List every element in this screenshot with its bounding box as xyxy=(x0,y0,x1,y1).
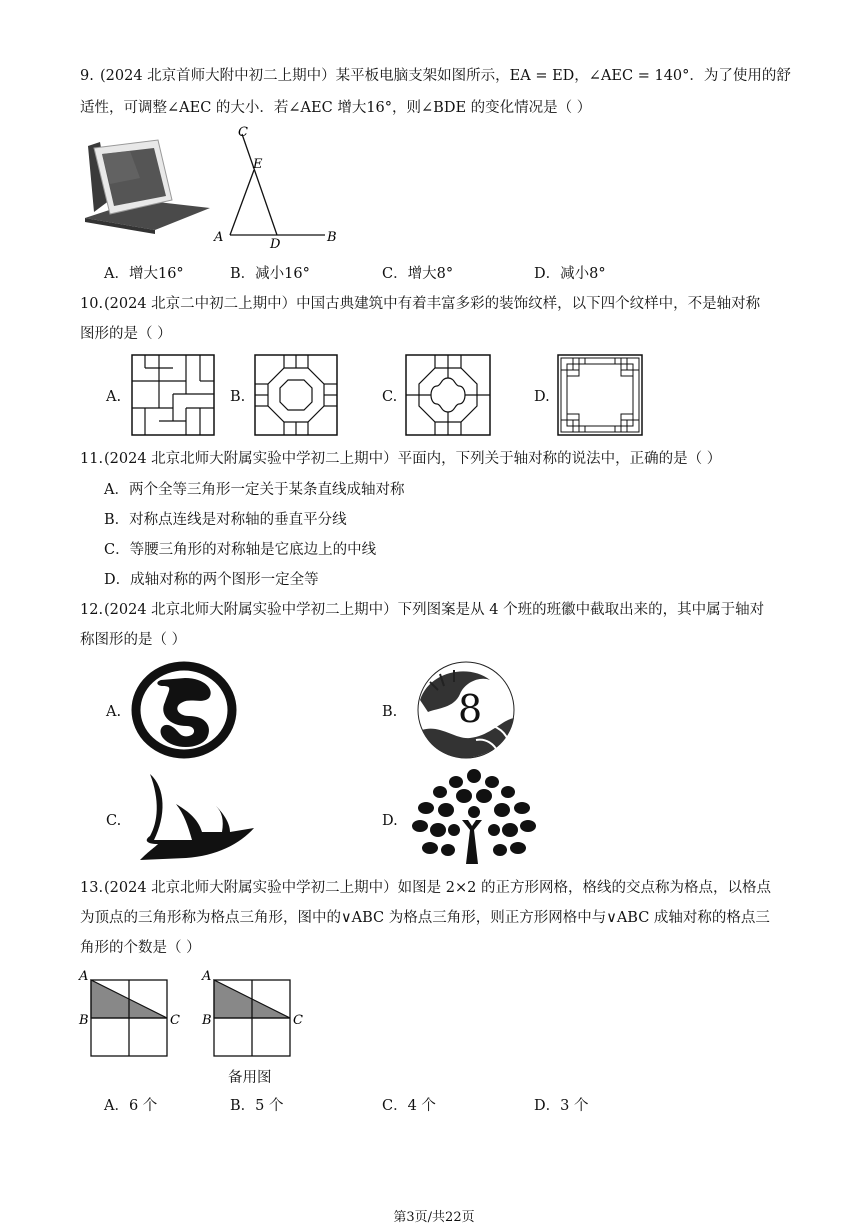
grid-label-C: C xyxy=(170,1013,180,1028)
q13-option-c[interactable]: C．4 个 xyxy=(382,1098,436,1114)
q9-stem-line2: 适性，可调整∠AEC 的大小．若∠AEC 增大16°，则∠BDE 的变化情况是（ ） xyxy=(80,100,592,116)
sailboat-emblem-image[interactable] xyxy=(136,770,256,864)
q13-stem-line1: (2024 北京北师大附属实验中学初二上期中）如图是 2×2 的正方形网格，格线的交点称为格点，以格点 xyxy=(104,880,771,896)
q13-option-b[interactable]: B．5 个 xyxy=(230,1098,284,1114)
q9-number: 9. xyxy=(80,68,94,84)
q9-option-a[interactable]: A．增大16° xyxy=(104,266,184,282)
grid-figure xyxy=(76,968,186,1060)
q11-option-a[interactable]: A．两个全等三角形一定关于某条直线成轴对称 xyxy=(104,482,405,498)
q10-stem-line1: (2024 北京二中初二上期中）中国古典建筑中有着丰富多彩的装饰纹样，以下四个纹样中，不是轴对称 xyxy=(104,296,761,312)
q11-option-b[interactable]: B．对称点连线是对称轴的垂直平分线 xyxy=(104,512,347,528)
grid-label-B: B xyxy=(79,1013,89,1028)
pattern-c-image[interactable] xyxy=(405,354,491,436)
q13-option-d[interactable]: D．3 个 xyxy=(534,1098,589,1114)
label-D: D xyxy=(270,237,281,252)
spare-grid-label-B: B xyxy=(202,1013,212,1028)
q9-option-c[interactable]: C．增大8° xyxy=(382,266,454,282)
q12-option-a[interactable]: A. xyxy=(106,704,122,720)
q12-number: 12. xyxy=(80,602,104,618)
q10-stem-line2: 图形的是（ ） xyxy=(80,326,172,342)
spare-grid-caption: 备用图 xyxy=(228,1070,272,1086)
eight-glyph: 8 xyxy=(458,687,483,731)
q9-option-b[interactable]: B．减小16° xyxy=(230,266,310,282)
q12-option-d[interactable]: D. xyxy=(382,813,398,829)
pattern-b-image[interactable] xyxy=(254,354,338,436)
q10-number: 10. xyxy=(80,296,104,312)
label-A: A xyxy=(214,230,224,245)
q10-option-c[interactable]: C. xyxy=(382,389,398,405)
spare-grid-label-C: C xyxy=(293,1013,303,1028)
page-footer: 第3页/共22页 xyxy=(393,1210,475,1225)
q9-geometry-diagram xyxy=(210,124,340,254)
q10-option-b[interactable]: B. xyxy=(230,389,246,405)
label-C: C xyxy=(238,125,248,140)
tree-emblem-image[interactable] xyxy=(410,768,538,866)
pattern-d-image[interactable] xyxy=(557,354,643,436)
q11-number: 11. xyxy=(80,451,104,467)
spare-grid-label-A: A xyxy=(202,969,212,984)
pattern-a-image[interactable] xyxy=(131,354,215,436)
q12-option-c[interactable]: C. xyxy=(106,813,122,829)
q13-option-a[interactable]: A．6 个 xyxy=(104,1098,158,1114)
q13-number: 13. xyxy=(80,880,104,896)
q13-stem-line3: 角形的个数是（ ） xyxy=(80,940,201,956)
dragon-circle-emblem-image[interactable] xyxy=(410,660,522,760)
tablet-stand-photo xyxy=(80,138,212,234)
label-E: E xyxy=(253,157,263,172)
q9-stem-line1: (2024 北京首师大附中初二上期中）某平板电脑支架如图所示，EA = ED，∠AEC = 140°．为了使用的舒 xyxy=(100,68,791,84)
spare-grid-figure xyxy=(199,968,309,1060)
q9-option-d[interactable]: D．减小8° xyxy=(534,266,606,282)
label-B: B xyxy=(327,230,337,245)
q10-option-d[interactable]: D. xyxy=(534,389,550,405)
q11-option-d[interactable]: D．成轴对称的两个图形一定全等 xyxy=(104,572,319,588)
q11-stem: (2024 北京北师大附属实验中学初二上期中）平面内，下列关于轴对称的说法中，正确的是（ ） xyxy=(104,451,722,467)
q12-option-b[interactable]: B. xyxy=(382,704,398,720)
dragon-emblem-image[interactable] xyxy=(133,664,235,756)
q10-option-a[interactable]: A. xyxy=(106,389,122,405)
grid-label-A: A xyxy=(79,969,89,984)
q13-stem-line2: 为顶点的三角形称为格点三角形，图中的∨ABC 为格点三角形，则正方形网格中与∨ABC 成轴对称的格点三 xyxy=(80,910,770,926)
q12-stem-line2: 称图形的是（ ） xyxy=(80,632,187,648)
q11-option-c[interactable]: C．等腰三角形的对称轴是它底边上的中线 xyxy=(104,542,377,558)
q12-stem-line1: (2024 北京北师大附属实验中学初二上期中）下列图案是从 4 个班的班徽中截取出来的，其中属于轴对 xyxy=(104,602,765,618)
